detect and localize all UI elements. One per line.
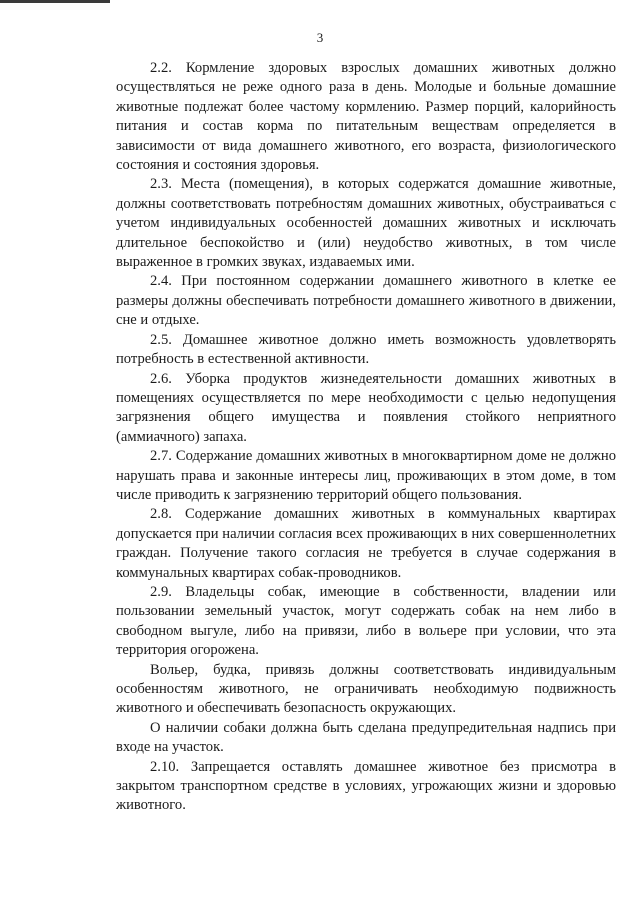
paragraph-warning-sign: О наличии собаки должна быть сделана предупредительная надпись при входе на участок. <box>116 719 616 756</box>
paragraph-2-5: 2.5. Домашнее животное должно иметь возможность удовлетворять потребность в естественной активности. <box>116 331 616 368</box>
paragraph-2-9: 2.9. Владельцы собак, имеющие в собственности, владении или пользовании земельный участок, могут содержать собак на нем либо в свободном выгуле, либо на привязи, либо в вольере при условии, что эта территория огорожена. <box>116 583 616 659</box>
paragraph-enclosure: Вольер, будка, привязь должны соответствовать индивидуальным особенностям животного, не ограничивать необходимую подвижность животного и обеспечивать безопасность окружающих. <box>116 661 616 717</box>
paragraph-2-6: 2.6. Уборка продуктов жизнедеятельности домашних животных в помещениях осуществляется по мере необходимости с целью недопущения загрязнения общего имущества и появления стойкого неприятного (аммиачного) запаха. <box>116 370 616 445</box>
page-number: 3 <box>316 30 324 45</box>
paragraph-2-10: 2.10. Запрещается оставлять домашнее животное без присмотра в закрытом транспортном средстве в условиях, угрожающих жизни и здоровью животного. <box>116 758 616 814</box>
paragraph-2-8: 2.8. Содержание домашних животных в коммунальных квартирах допускается при наличии согласия всех проживающих в них совершеннолетних граждан. Получение такого согласия не требуется в случае содержания в коммунальных квартирах собак-проводников. <box>116 506 616 581</box>
paragraph-2-2: 2.2. Кормление здоровых взрослых домашних животных должно осуществляться не реже одного раза в день. Молодые и больные домашние животные подлежат более частому кормлению. Размер порций, калорийность питания и состав корма по питательным веществам определяется в зависимости от вида домашнего животного, его возраста, физиологического состояния и состояния здоровья. <box>116 60 616 174</box>
paragraph-2-4: 2.4. При постоянном содержании домашнего животного в клетке ее размеры должны обеспечивать потребности домашнего животного в движении, сне и отдыхе. <box>116 273 616 329</box>
paragraph-2-7: 2.7. Содержание домашних животных в многоквартирном доме не должно нарушать права и законные интересы лиц, проживающих в этом доме, в том числе приводить к загрязнению территорий общего пользования. <box>116 448 616 503</box>
document-body <box>116 59 616 816</box>
paragraph-2-3: 2.3. Места (помещения), в которых содержатся домашние животные, должны соответствовать потребностям домашних животных, обустраиваться с учетом индивидуальных особенностей домашних животных и исключать длительное беспокойство и (или) неудобство животных, в том числе выраженное в громких звуках, издаваемых ими. <box>116 176 616 271</box>
scan-edge-mark <box>0 0 110 3</box>
